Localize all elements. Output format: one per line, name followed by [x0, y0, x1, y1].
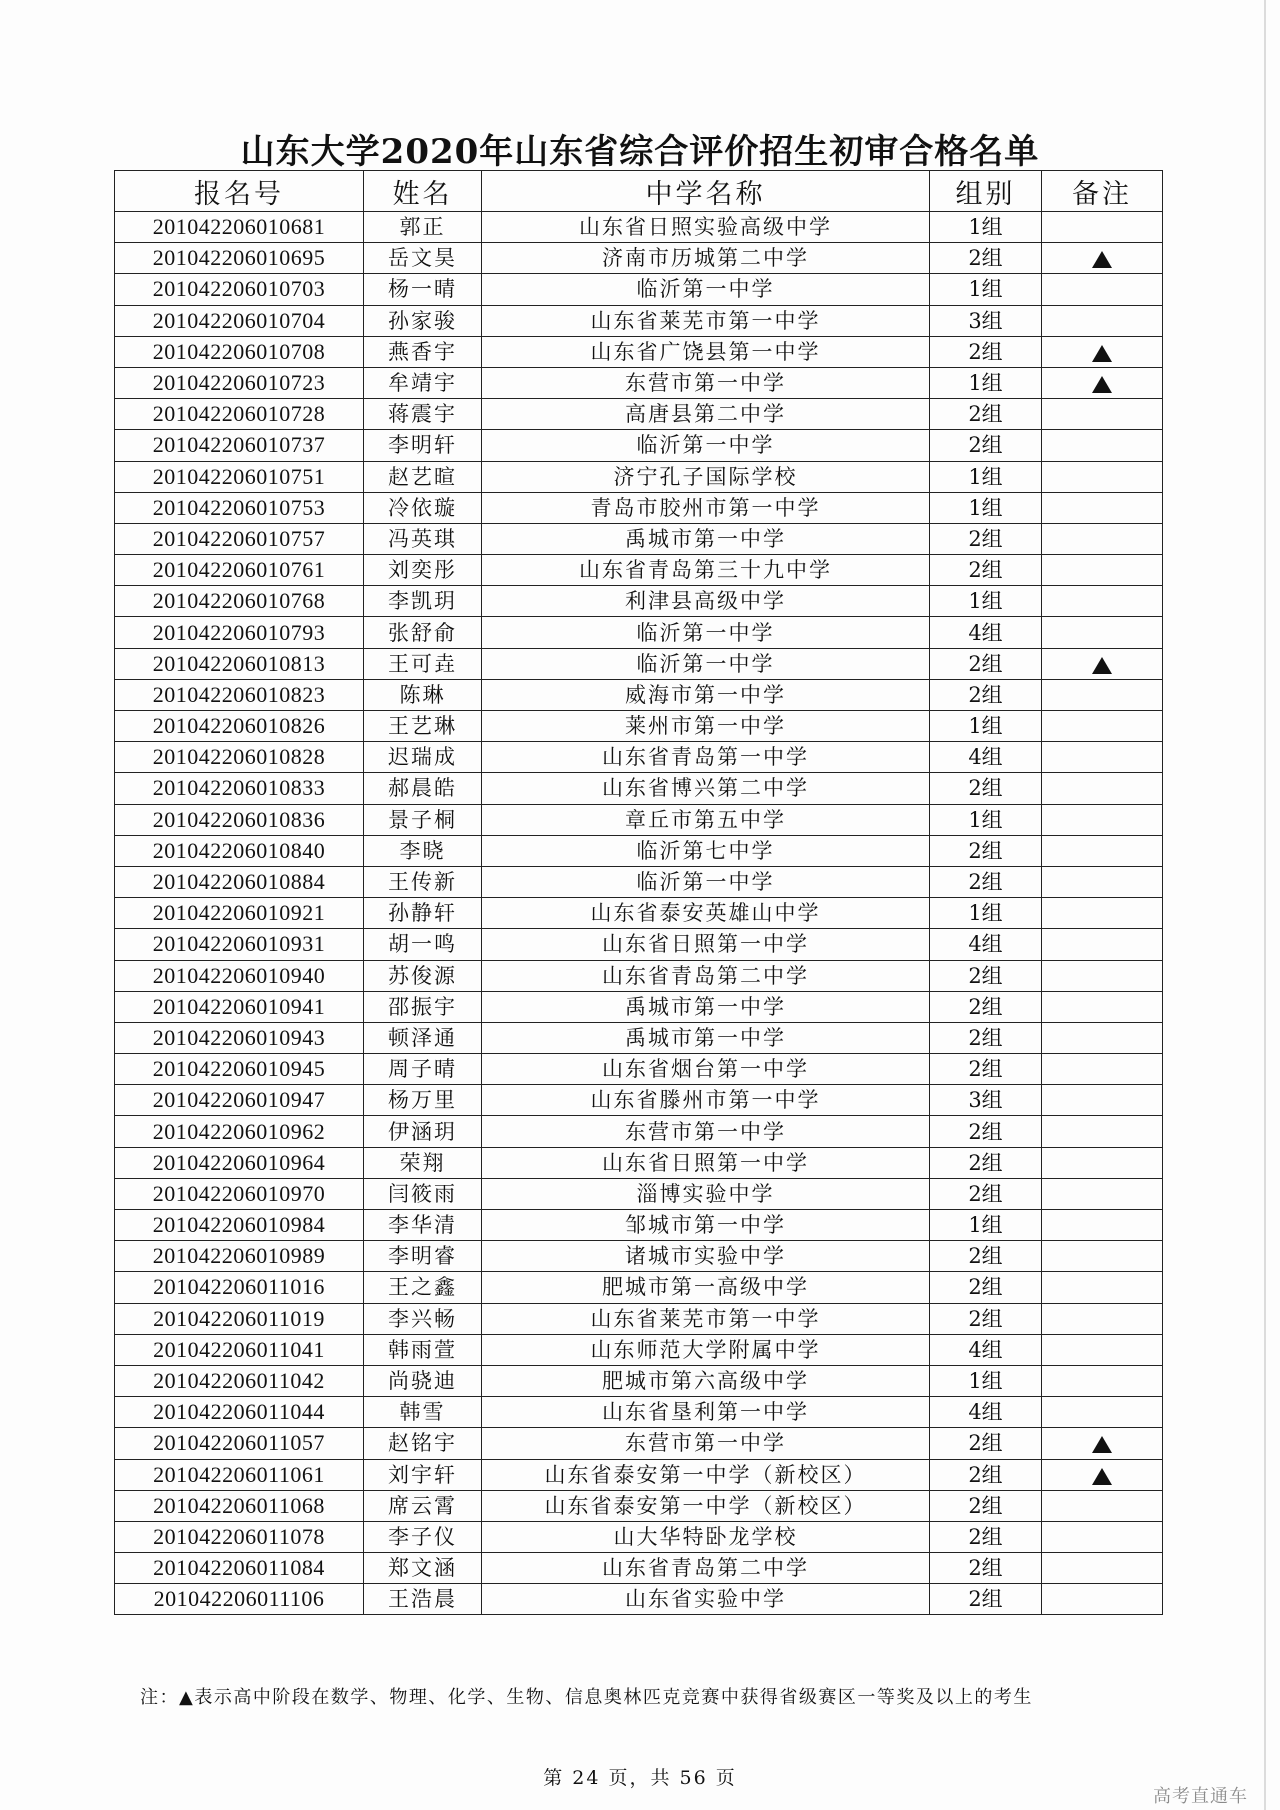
- cell-remark: [1042, 1054, 1163, 1085]
- cell-registration-id: 201042206010751: [115, 461, 364, 492]
- cell-registration-id: 201042206010793: [115, 617, 364, 648]
- cell-group: 2组: [930, 1521, 1042, 1552]
- table-row: [115, 1116, 1163, 1147]
- cell-remark: [1042, 1334, 1163, 1365]
- cell-student-name: 韩雪: [364, 1397, 482, 1428]
- cell-group: 2组: [930, 1022, 1042, 1053]
- cell-registration-id: 201042206010884: [115, 866, 364, 897]
- cell-remark: [1042, 1521, 1163, 1552]
- cell-remark: [1042, 1584, 1163, 1615]
- cell-student-name: 牟靖宇: [364, 367, 482, 398]
- cell-student-name: 赵铭宇: [364, 1428, 482, 1459]
- cell-student-name: 赵艺暄: [364, 461, 482, 492]
- cell-school-name: 禹城市第一中学: [482, 523, 930, 554]
- cell-school-name: 山东省日照第一中学: [482, 929, 930, 960]
- cell-remark: [1042, 1553, 1163, 1584]
- cell-group: 2组: [930, 1428, 1042, 1459]
- table-row: [115, 399, 1163, 430]
- cell-school-name: 青岛市胶州市第一中学: [482, 492, 930, 523]
- cell-school-name: 临沂第一中学: [482, 866, 930, 897]
- cell-remark: [1042, 991, 1163, 1022]
- cell-registration-id: 201042206010708: [115, 336, 364, 367]
- cell-school-name: 济南市历城第二中学: [482, 243, 930, 274]
- cell-school-name: 诸城市实验中学: [482, 1241, 930, 1272]
- cell-group: 4组: [930, 1397, 1042, 1428]
- cell-registration-id: 201042206010921: [115, 898, 364, 929]
- table-header-row: [115, 171, 1163, 212]
- cell-remark: [1042, 1210, 1163, 1241]
- page-title: 山东大学2020年山东省综合评价招生初审合格名单: [240, 132, 1040, 172]
- cell-registration-id: 201042206010826: [115, 711, 364, 742]
- cell-group: 2组: [930, 336, 1042, 367]
- cell-school-name: 利津县高级中学: [482, 586, 930, 617]
- cell-remark: [1042, 243, 1163, 274]
- cell-remark: [1042, 1147, 1163, 1178]
- cell-remark: [1042, 1116, 1163, 1147]
- cell-school-name: 山东省烟台第一中学: [482, 1054, 930, 1085]
- cell-group: 2组: [930, 866, 1042, 897]
- cell-registration-id: 201042206010943: [115, 1022, 364, 1053]
- cell-student-name: 王传新: [364, 866, 482, 897]
- cell-student-name: 郝晨皓: [364, 773, 482, 804]
- table-row: [115, 1210, 1163, 1241]
- table-row: [115, 991, 1163, 1022]
- cell-registration-id: 201042206011041: [115, 1334, 364, 1365]
- cell-remark: [1042, 212, 1163, 243]
- cell-school-name: 济宁孔子国际学校: [482, 461, 930, 492]
- cell-group: 2组: [930, 773, 1042, 804]
- cell-registration-id: 201042206011068: [115, 1490, 364, 1521]
- column-header-group: 组别: [930, 171, 1042, 212]
- cell-remark: [1042, 1241, 1163, 1272]
- page-number: 第 24 页，共 56 页: [543, 1767, 737, 1789]
- cell-remark: [1042, 1490, 1163, 1521]
- table-row: [115, 711, 1163, 742]
- cell-registration-id: 201042206010681: [115, 212, 364, 243]
- cell-student-name: 孙静轩: [364, 898, 482, 929]
- cell-remark: [1042, 1459, 1163, 1490]
- cell-group: 2组: [930, 1178, 1042, 1209]
- cell-registration-id: 201042206010970: [115, 1178, 364, 1209]
- cell-student-name: 荣翔: [364, 1147, 482, 1178]
- cell-school-name: 山东省青岛第二中学: [482, 1553, 930, 1584]
- cell-group: 4组: [930, 1334, 1042, 1365]
- cell-student-name: 李晓: [364, 835, 482, 866]
- column-header-remark: 备注: [1042, 171, 1163, 212]
- cell-registration-id: 201042206010761: [115, 555, 364, 586]
- cell-registration-id: 201042206010833: [115, 773, 364, 804]
- cell-school-name: 山大华特卧龙学校: [482, 1521, 930, 1552]
- cell-group: 2组: [930, 555, 1042, 586]
- cell-school-name: 东营市第一中学: [482, 367, 930, 398]
- table-row: [115, 1553, 1163, 1584]
- cell-registration-id: 201042206010813: [115, 648, 364, 679]
- table-row: [115, 898, 1163, 929]
- cell-school-name: 邹城市第一中学: [482, 1210, 930, 1241]
- cell-student-name: 胡一鸣: [364, 929, 482, 960]
- table-row: [115, 430, 1163, 461]
- cell-school-name: 山东省莱芜市第一中学: [482, 1303, 930, 1334]
- column-header-id: 报名号: [115, 171, 364, 212]
- watermark: 高考直通车: [1153, 1786, 1248, 1807]
- cell-remark: [1042, 617, 1163, 648]
- cell-school-name: 山东省青岛第一中学: [482, 742, 930, 773]
- table-row: [115, 1521, 1163, 1552]
- table-row: [115, 617, 1163, 648]
- cell-group: 2组: [930, 1272, 1042, 1303]
- cell-remark: [1042, 1428, 1163, 1459]
- cell-school-name: 禹城市第一中学: [482, 1022, 930, 1053]
- cell-school-name: 临沂第一中学: [482, 274, 930, 305]
- cell-school-name: 山东省垦利第一中学: [482, 1397, 930, 1428]
- cell-school-name: 临沂第一中学: [482, 648, 930, 679]
- cell-student-name: 冯英琪: [364, 523, 482, 554]
- award-triangle-icon: [1092, 251, 1112, 268]
- cell-group: 2组: [930, 960, 1042, 991]
- cell-student-name: 迟瑞成: [364, 742, 482, 773]
- cell-registration-id: 201042206010840: [115, 835, 364, 866]
- cell-remark: [1042, 898, 1163, 929]
- cell-remark: [1042, 773, 1163, 804]
- cell-school-name: 莱州市第一中学: [482, 711, 930, 742]
- cell-remark: [1042, 804, 1163, 835]
- cell-student-name: 李凯玥: [364, 586, 482, 617]
- table-row: [115, 1397, 1163, 1428]
- cell-remark: [1042, 929, 1163, 960]
- table-row: [115, 648, 1163, 679]
- table-row: [115, 866, 1163, 897]
- table-row: [115, 773, 1163, 804]
- cell-student-name: 王可垚: [364, 648, 482, 679]
- cell-remark: [1042, 555, 1163, 586]
- cell-student-name: 陈琳: [364, 679, 482, 710]
- cell-school-name: 临沂第一中学: [482, 430, 930, 461]
- cell-remark: [1042, 1022, 1163, 1053]
- cell-registration-id: 201042206011106: [115, 1584, 364, 1615]
- cell-student-name: 王浩晨: [364, 1584, 482, 1615]
- table-row: [115, 1054, 1163, 1085]
- cell-registration-id: 201042206011019: [115, 1303, 364, 1334]
- table-row: [115, 679, 1163, 710]
- cell-registration-id: 201042206010757: [115, 523, 364, 554]
- cell-school-name: 章丘市第五中学: [482, 804, 930, 835]
- cell-remark: [1042, 399, 1163, 430]
- cell-school-name: 山东省博兴第二中学: [482, 773, 930, 804]
- cell-registration-id: 201042206010737: [115, 430, 364, 461]
- table-row: [115, 274, 1163, 305]
- cell-school-name: 山东省莱芜市第一中学: [482, 305, 930, 336]
- cell-school-name: 淄博实验中学: [482, 1178, 930, 1209]
- cell-school-name: 东营市第一中学: [482, 1116, 930, 1147]
- cell-student-name: 李明轩: [364, 430, 482, 461]
- cell-school-name: 山东省泰安第一中学（新校区）: [482, 1459, 930, 1490]
- footnote: 注：▲表示高中阶段在数学、物理、化学、生物、信息奥林匹克竞赛中获得省级赛区一等奖及以上的考生: [140, 1687, 1033, 1708]
- award-triangle-icon: [1092, 657, 1112, 674]
- cell-school-name: 山东省泰安英雄山中学: [482, 898, 930, 929]
- cell-student-name: 闫筱雨: [364, 1178, 482, 1209]
- cell-registration-id: 201042206010704: [115, 305, 364, 336]
- cell-group: 1组: [930, 1210, 1042, 1241]
- column-header-school: 中学名称: [482, 171, 930, 212]
- cell-registration-id: 201042206010964: [115, 1147, 364, 1178]
- cell-remark: [1042, 274, 1163, 305]
- cell-group: 2组: [930, 1116, 1042, 1147]
- table-row: [115, 1241, 1163, 1272]
- cell-remark: [1042, 586, 1163, 617]
- table-row: [115, 1178, 1163, 1209]
- table-row: [115, 555, 1163, 586]
- table-row: [115, 305, 1163, 336]
- cell-student-name: 韩雨萱: [364, 1334, 482, 1365]
- award-triangle-icon: [1092, 376, 1112, 393]
- cell-registration-id: 201042206010728: [115, 399, 364, 430]
- cell-group: 2组: [930, 1459, 1042, 1490]
- cell-group: 1组: [930, 1365, 1042, 1396]
- cell-registration-id: 201042206010931: [115, 929, 364, 960]
- cell-student-name: 苏俊源: [364, 960, 482, 991]
- cell-school-name: 高唐县第二中学: [482, 399, 930, 430]
- cell-remark: [1042, 367, 1163, 398]
- cell-student-name: 伊涵玥: [364, 1116, 482, 1147]
- cell-student-name: 王之鑫: [364, 1272, 482, 1303]
- table-row: [115, 960, 1163, 991]
- table-row: [115, 1085, 1163, 1116]
- cell-group: 4组: [930, 617, 1042, 648]
- cell-remark: [1042, 711, 1163, 742]
- cell-registration-id: 201042206010828: [115, 742, 364, 773]
- cell-registration-id: 201042206011044: [115, 1397, 364, 1428]
- cell-group: 1组: [930, 367, 1042, 398]
- cell-school-name: 山东省广饶县第一中学: [482, 336, 930, 367]
- cell-student-name: 张舒俞: [364, 617, 482, 648]
- cell-student-name: 蒋震宇: [364, 399, 482, 430]
- table-row: [115, 1022, 1163, 1053]
- cell-school-name: 禹城市第一中学: [482, 991, 930, 1022]
- cell-group: 1组: [930, 492, 1042, 523]
- cell-remark: [1042, 1272, 1163, 1303]
- award-triangle-icon: [1092, 345, 1112, 362]
- cell-registration-id: 201042206011042: [115, 1365, 364, 1396]
- cell-group: 2组: [930, 835, 1042, 866]
- cell-registration-id: 201042206011078: [115, 1521, 364, 1552]
- table-row: [115, 1365, 1163, 1396]
- cell-school-name: 山东省日照第一中学: [482, 1147, 930, 1178]
- cell-group: 2组: [930, 523, 1042, 554]
- table-row: [115, 523, 1163, 554]
- table-body: [115, 212, 1163, 1615]
- cell-group: 3组: [930, 305, 1042, 336]
- cell-student-name: 刘奕彤: [364, 555, 482, 586]
- cell-remark: [1042, 1178, 1163, 1209]
- cell-remark: [1042, 1397, 1163, 1428]
- cell-remark: [1042, 1085, 1163, 1116]
- cell-group: 4组: [930, 929, 1042, 960]
- cell-student-name: 席云霄: [364, 1490, 482, 1521]
- cell-remark: [1042, 1365, 1163, 1396]
- cell-group: 2组: [930, 243, 1042, 274]
- cell-group: 2组: [930, 1490, 1042, 1521]
- cell-group: 2组: [930, 1553, 1042, 1584]
- cell-remark: [1042, 461, 1163, 492]
- cell-group: 1组: [930, 212, 1042, 243]
- cell-student-name: 郭正: [364, 212, 482, 243]
- cell-student-name: 尚骁迪: [364, 1365, 482, 1396]
- table-row: [115, 1428, 1163, 1459]
- cell-student-name: 杨万里: [364, 1085, 482, 1116]
- table-row: [115, 1334, 1163, 1365]
- cell-group: 1组: [930, 274, 1042, 305]
- cell-registration-id: 201042206010703: [115, 274, 364, 305]
- cell-remark: [1042, 492, 1163, 523]
- cell-student-name: 郑文涵: [364, 1553, 482, 1584]
- table-row: [115, 742, 1163, 773]
- table-row: [115, 1147, 1163, 1178]
- cell-school-name: 山东省实验中学: [482, 1584, 930, 1615]
- table-row: [115, 929, 1163, 960]
- cell-registration-id: 201042206010723: [115, 367, 364, 398]
- cell-group: 1组: [930, 586, 1042, 617]
- cell-group: 2组: [930, 1303, 1042, 1334]
- cell-group: 2组: [930, 648, 1042, 679]
- cell-remark: [1042, 866, 1163, 897]
- cell-school-name: 山东省青岛第二中学: [482, 960, 930, 991]
- cell-registration-id: 201042206010823: [115, 679, 364, 710]
- cell-group: 1组: [930, 711, 1042, 742]
- cell-group: 4组: [930, 742, 1042, 773]
- cell-school-name: 威海市第一中学: [482, 679, 930, 710]
- cell-remark: [1042, 679, 1163, 710]
- cell-registration-id: 201042206011016: [115, 1272, 364, 1303]
- cell-school-name: 山东师范大学附属中学: [482, 1334, 930, 1365]
- cell-remark: [1042, 960, 1163, 991]
- cell-student-name: 周子晴: [364, 1054, 482, 1085]
- cell-group: 2组: [930, 1584, 1042, 1615]
- cell-student-name: 李华清: [364, 1210, 482, 1241]
- cell-student-name: 邵振宇: [364, 991, 482, 1022]
- cell-student-name: 冷依璇: [364, 492, 482, 523]
- cell-registration-id: 201042206010984: [115, 1210, 364, 1241]
- cell-group: 2组: [930, 991, 1042, 1022]
- cell-registration-id: 201042206010941: [115, 991, 364, 1022]
- table-row: [115, 804, 1163, 835]
- award-triangle-icon: [1092, 1436, 1112, 1453]
- table-row: [115, 1584, 1163, 1615]
- table-row: [115, 212, 1163, 243]
- table-row: [115, 336, 1163, 367]
- cell-student-name: 李子仪: [364, 1521, 482, 1552]
- table-row: [115, 835, 1163, 866]
- table-row: [115, 586, 1163, 617]
- cell-student-name: 李明睿: [364, 1241, 482, 1272]
- cell-group: 1组: [930, 898, 1042, 929]
- cell-student-name: 王艺琳: [364, 711, 482, 742]
- table-row: [115, 243, 1163, 274]
- cell-registration-id: 201042206010836: [115, 804, 364, 835]
- cell-registration-id: 201042206011057: [115, 1428, 364, 1459]
- cell-student-name: 顿泽通: [364, 1022, 482, 1053]
- cell-registration-id: 201042206011061: [115, 1459, 364, 1490]
- cell-remark: [1042, 1303, 1163, 1334]
- admission-list-table: [114, 170, 1163, 1615]
- cell-remark: [1042, 336, 1163, 367]
- cell-school-name: 东营市第一中学: [482, 1428, 930, 1459]
- award-triangle-icon: [1092, 1468, 1112, 1485]
- cell-school-name: 山东省青岛第三十九中学: [482, 555, 930, 586]
- table-row: [115, 367, 1163, 398]
- cell-registration-id: 201042206010947: [115, 1085, 364, 1116]
- cell-group: 2组: [930, 1241, 1042, 1272]
- cell-student-name: 岳文昊: [364, 243, 482, 274]
- cell-registration-id: 201042206010962: [115, 1116, 364, 1147]
- cell-group: 3组: [930, 1085, 1042, 1116]
- cell-group: 2组: [930, 399, 1042, 430]
- cell-registration-id: 201042206010945: [115, 1054, 364, 1085]
- cell-school-name: 肥城市第六高级中学: [482, 1365, 930, 1396]
- cell-school-name: 山东省日照实验高级中学: [482, 212, 930, 243]
- cell-student-name: 孙家骏: [364, 305, 482, 336]
- column-header-name: 姓名: [364, 171, 482, 212]
- cell-school-name: 临沂第七中学: [482, 835, 930, 866]
- cell-remark: [1042, 742, 1163, 773]
- cell-student-name: 刘宇轩: [364, 1459, 482, 1490]
- cell-student-name: 李兴畅: [364, 1303, 482, 1334]
- cell-remark: [1042, 305, 1163, 336]
- cell-registration-id: 201042206010768: [115, 586, 364, 617]
- cell-group: 2组: [930, 679, 1042, 710]
- cell-school-name: 临沂第一中学: [482, 617, 930, 648]
- cell-school-name: 肥城市第一高级中学: [482, 1272, 930, 1303]
- cell-school-name: 山东省滕州市第一中学: [482, 1085, 930, 1116]
- cell-registration-id: 201042206010695: [115, 243, 364, 274]
- cell-group: 1组: [930, 804, 1042, 835]
- cell-student-name: 杨一晴: [364, 274, 482, 305]
- cell-remark: [1042, 648, 1163, 679]
- cell-school-name: 山东省泰安第一中学（新校区）: [482, 1490, 930, 1521]
- cell-remark: [1042, 835, 1163, 866]
- cell-group: 2组: [930, 1147, 1042, 1178]
- cell-student-name: 燕香宇: [364, 336, 482, 367]
- cell-remark: [1042, 523, 1163, 554]
- scan-edge-line: [1264, 0, 1266, 1810]
- cell-student-name: 景子桐: [364, 804, 482, 835]
- table-row: [115, 492, 1163, 523]
- cell-group: 2组: [930, 1054, 1042, 1085]
- table-row: [115, 1272, 1163, 1303]
- cell-registration-id: 201042206010989: [115, 1241, 364, 1272]
- cell-registration-id: 201042206010753: [115, 492, 364, 523]
- table-row: [115, 1490, 1163, 1521]
- table-row: [115, 461, 1163, 492]
- cell-registration-id: 201042206010940: [115, 960, 364, 991]
- table-row: [115, 1303, 1163, 1334]
- cell-remark: [1042, 430, 1163, 461]
- table-row: [115, 1459, 1163, 1490]
- cell-registration-id: 201042206011084: [115, 1553, 364, 1584]
- cell-group: 2组: [930, 430, 1042, 461]
- cell-group: 1组: [930, 461, 1042, 492]
